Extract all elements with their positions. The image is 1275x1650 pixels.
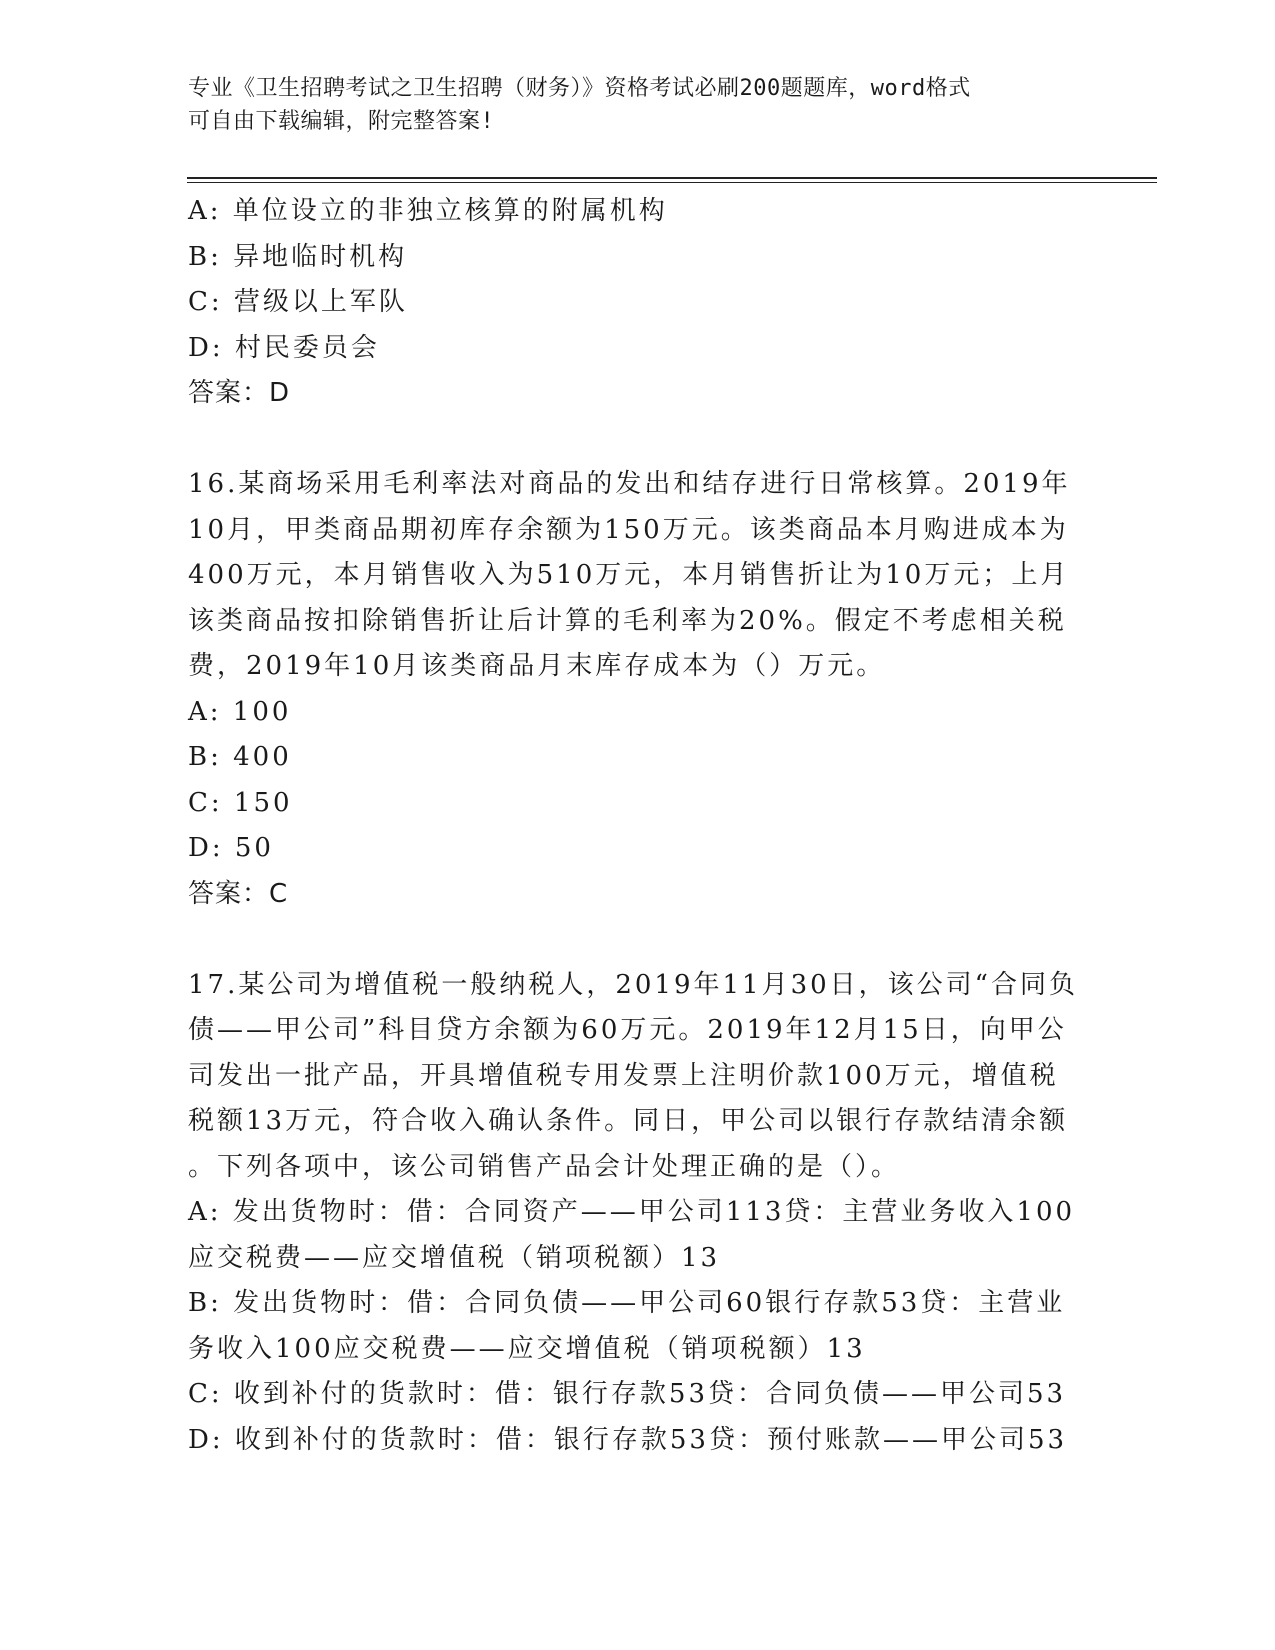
answer-line: 答案：C: [188, 878, 289, 909]
option-b-line-1: B: 发出货物时：借：合同负债——甲公司60银行存款53贷：主营业: [188, 1288, 1066, 1318]
option-c: C: 150: [188, 787, 293, 818]
header-line-1: 专业《卫生招聘考试之卫生招聘（财务）》资格考试必刷200题题库，word格式: [188, 76, 971, 101]
option-a-line-1: A: 发出货物时：借：合同资产——甲公司113贷：主营业务收入100: [188, 1197, 1076, 1227]
option-d: D: 50: [188, 833, 274, 863]
option-b: B: 异地临时机构: [188, 241, 408, 272]
question-stem-line: 费，2019年10月该类商品月末库存成本为（）万元。: [188, 651, 886, 681]
option-b: B: 400: [188, 742, 292, 772]
option-c: C: 收到补付的货款时：借：银行存款53贷：合同负债——甲公司53: [188, 1379, 1067, 1409]
header-rule-thick: [187, 177, 1157, 179]
option-d: D: 村民委员会: [188, 332, 380, 363]
question-stem-line: 司发出一批产品，开具增值税专用发票上注明价款100万元，增值税: [188, 1060, 1059, 1091]
document-body: [188, 189, 1088, 1463]
option-b-line-2: 务收入100应交税费——应交增值税（销项税额）13: [188, 1333, 866, 1364]
question-17: [188, 963, 1088, 1464]
document-header: [188, 72, 1068, 138]
question-stem-line: 该类商品按扣除销售折让后计算的毛利率为20%。假定不考虑相关税: [188, 605, 1067, 636]
prev-question: [188, 189, 1088, 417]
question-stem-line: 16.某商场采用毛利率法对商品的发出和结存进行日常核算。2019年: [188, 469, 1071, 499]
option-d: D: 收到补付的货款时：借：银行存款53贷：预付账款——甲公司53: [188, 1424, 1068, 1455]
spacer: [188, 917, 1088, 963]
header-line-2: 可自由下载编辑，附完整答案!: [188, 109, 495, 134]
question-stem-line: 税额13万元，符合收入确认条件。同日，甲公司以银行存款结清余额: [188, 1106, 1069, 1136]
option-a: A: 100: [188, 696, 292, 727]
header-rule-thin: [187, 182, 1157, 183]
option-a: A: 单位设立的非独立核算的附属机构: [188, 196, 668, 226]
question-stem-line: 。下列各项中，该公司销售产品会计处理正确的是（）。: [188, 1151, 901, 1182]
question-stem-line: 400万元，本月销售收入为510万元，本月销售折让为10万元；上月: [188, 560, 1070, 590]
option-a-line-2: 应交税费——应交增值税（销项税额）13: [188, 1242, 721, 1273]
spacer: [188, 417, 1088, 463]
question-stem-line: 10月，甲类商品期初库存余额为150万元。该类商品本月购进成本为: [188, 514, 1069, 545]
option-c: C: 营级以上军队: [188, 287, 408, 317]
question-16: [188, 462, 1088, 917]
answer-line: 答案：D: [188, 378, 291, 408]
question-stem-line: 17.某公司为增值税一般纳税人，2019年11月30日，该公司“合同负: [188, 969, 1078, 1000]
question-stem-line: 债——甲公司”科目贷方余额为60万元。2019年12月15日，向甲公: [188, 1015, 1067, 1045]
